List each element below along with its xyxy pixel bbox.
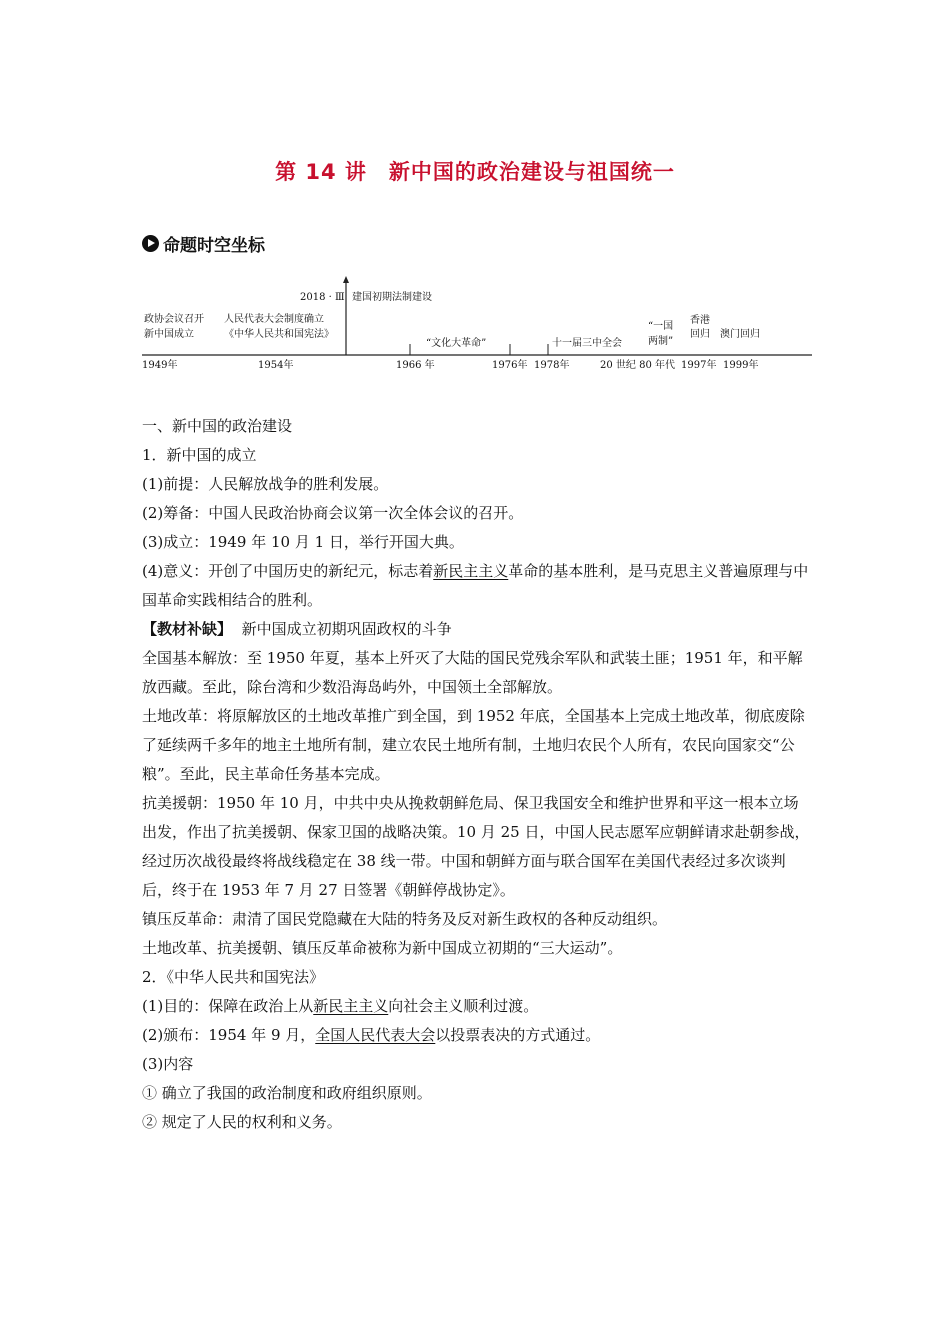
page-title: 第 14 讲 新中国的政治建设与祖国统一	[275, 160, 675, 184]
paragraph-liberation: 全国基本解放：至 1950 年夏，基本上歼灭了大陆的国民党残余军队和武装土匪；1951 年，和平解放西藏。至此，除台湾和少数沿海岛屿外，中国领土全部解放。	[142, 649, 803, 696]
year-1978: 1978年	[534, 360, 570, 371]
constitution-purpose: (1)目的：保障在政治上从新民主主义向社会主义顺利过渡。	[142, 997, 539, 1015]
play-circle-icon	[142, 235, 159, 252]
paragraph-korean-war: 抗美援朝：1950 年 10 月，中共中央从挽救朝鲜危局、保卫我国安全和维护世界和平这一根本立场出发，作出了抗美援朝、保家卫国的战略决策。10 月 25 日，中国人民志愿军应朝鲜请求赴朝参战，经过历次战役最终将战线稳定在 38 线一带。中国和朝鲜方面与联合国军在美国代表经过多次谈判后，终于在 1953 年 7 月 27 日签署《朝鲜停战协定》。	[142, 794, 810, 899]
founding-significance: (4)意义：开创了中国历史的新纪元，标志着新民主主义革命的基本胜利，是马克思主义普遍原理与中国革命实践相结合的胜利。	[142, 562, 809, 609]
event-one-country-line2: 两制”	[648, 336, 674, 347]
paragraph-suppression: 镇压反革命：肃清了国民党隐藏在大陆的特务及反对新生政权的各种反动组织。	[142, 910, 668, 928]
event-1949-line1: 政协会议召开	[144, 314, 204, 325]
section-heading-label: 命题时空坐标	[163, 236, 265, 256]
year-1949: 1949年	[142, 360, 178, 371]
underlined-term: 新民主主义	[433, 562, 509, 580]
founding-preparation: (2)筹备：中国人民政治协商会议第一次全体会议的召开。	[142, 504, 524, 522]
timeline-top-arrow-head	[343, 276, 349, 283]
year-1954: 1954年	[258, 360, 294, 371]
year-1966: 1966 年	[396, 360, 435, 371]
constitution-content-2: ② 规定了人民的权利和义务。	[142, 1113, 342, 1131]
underlined-term: 全国人民代表大会	[315, 1026, 436, 1044]
year-1997: 1997年	[681, 360, 717, 371]
year-1980s: 20 世纪 80 年代	[600, 360, 675, 371]
top-marker: 2018 · Ⅲ	[300, 292, 345, 303]
event-macau: 澳门回归	[720, 329, 760, 340]
heading-political-construction: 一、新中国的政治建设	[142, 417, 293, 435]
constitution-content: (3)内容	[142, 1055, 194, 1073]
event-one-country-line1: “一国	[648, 321, 674, 332]
subheading-founding: 1．新中国的成立	[142, 446, 257, 464]
founding-premise: (1)前提：人民解放战争的胜利发展。	[142, 475, 389, 493]
event-hongkong-line2: 回归	[690, 329, 710, 340]
paragraph-three-movements: 土地改革、抗美援朝、镇压反革命被称为新中国成立初期的“三大运动”。	[142, 939, 623, 957]
event-1954-line2: 《中华人民共和国宪法》	[224, 329, 334, 340]
event-1949-line2: 新中国成立	[144, 329, 194, 340]
supplement-heading	[142, 615, 812, 644]
event-hongkong-line1: 香港	[690, 315, 710, 326]
founding-establishment: (3)成立：1949 年 10 月 1 日，举行开国大典。	[142, 533, 464, 551]
section-heading	[142, 231, 265, 256]
underlined-term: 新民主主义	[313, 997, 389, 1015]
top-event: 建国初期法制建设	[352, 292, 432, 303]
supplement-tag: 【教材补缺】	[142, 620, 233, 638]
constitution-content-1: ① 确立了我国的政治制度和政府组织原则。	[142, 1084, 432, 1102]
constitution-promulgation: (2)颁布：1954 年 9 月，全国人民代表大会以投票表决的方式通过。	[142, 1026, 601, 1044]
subheading-constitution: 2．《中华人民共和国宪法》	[142, 968, 325, 986]
year-1999: 1999年	[723, 360, 759, 371]
timeline-diagram	[140, 276, 820, 376]
event-third-plenum: 十一届三中全会	[552, 338, 622, 349]
supplement-title: 新中国成立初期巩固政权的斗争	[241, 620, 452, 638]
event-cultural-revolution: “文化大革命”	[426, 338, 487, 349]
year-1976: 1976年	[492, 360, 528, 371]
event-1954-line1: 人民代表大会制度确立	[224, 314, 324, 325]
body-content	[142, 412, 812, 1137]
paragraph-land-reform: 土地改革：将原解放区的土地改革推广到全国，到 1952 年底，全国基本上完成土地改革，彻底废除了延续两千多年的地主土地所有制，建立农民土地所有制，土地归农民个人所有，农民向国家交“公粮”。至此，民主革命任务基本完成。	[142, 707, 805, 783]
